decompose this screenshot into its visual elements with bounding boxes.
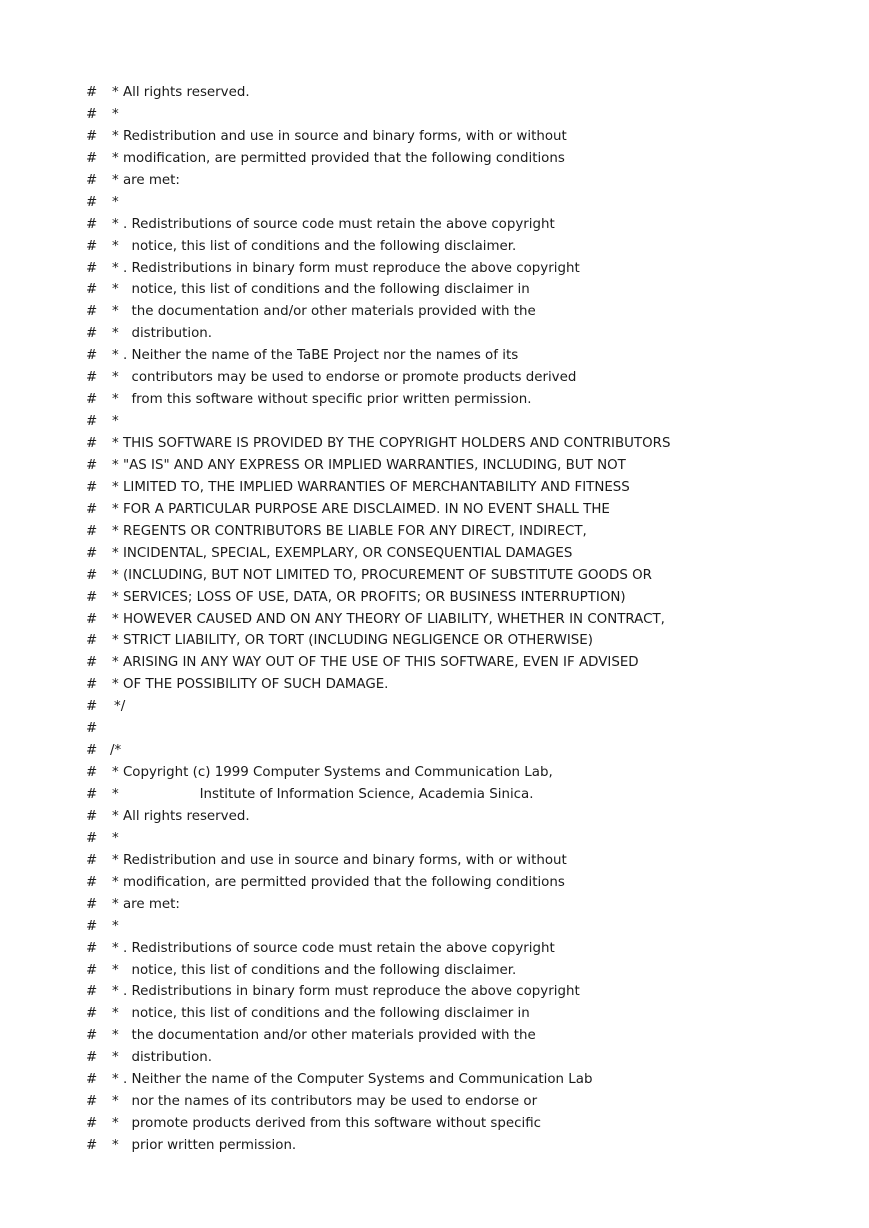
text-line xyxy=(86,1069,846,1091)
text-line xyxy=(86,477,846,499)
comment-hash: # xyxy=(86,457,98,473)
line-text: * "AS IS" AND ANY EXPRESS OR IMPLIED WARRANTIES, INCLUDING, BUT NOT xyxy=(112,457,626,473)
text-line xyxy=(86,916,846,938)
text-line xyxy=(86,279,846,301)
line-text: * SERVICES; LOSS OF USE, DATA, OR PROFITS; OR BUSINESS INTERRUPTION) xyxy=(112,589,626,605)
text-line xyxy=(86,609,846,631)
comment-hash: # xyxy=(86,194,98,210)
comment-hash: # xyxy=(86,106,98,122)
line-text: * distribution. xyxy=(112,326,213,342)
comment-hash: # xyxy=(86,479,98,495)
comment-hash: # xyxy=(86,545,98,561)
comment-hash: # xyxy=(86,1116,98,1132)
line-text: * . Redistributions in binary form must reproduce the above copyright xyxy=(112,984,580,1000)
line-text: * are met: xyxy=(112,896,180,912)
line-text: * xyxy=(112,106,119,122)
text-line xyxy=(86,850,846,872)
comment-hash: # xyxy=(86,282,98,298)
line-text: * notice, this list of conditions and the following disclaimer in xyxy=(112,282,530,298)
line-text: * prior written permission. xyxy=(112,1138,297,1153)
line-text: * REGENTS OR CONTRIBUTORS BE LIABLE FOR ANY DIRECT, INDIRECT, xyxy=(112,523,587,539)
comment-hash: # xyxy=(86,1072,98,1088)
line-text: * FOR A PARTICULAR PURPOSE ARE DISCLAIMED. IN NO EVENT SHALL THE xyxy=(112,501,610,517)
text-line xyxy=(86,587,846,609)
line-text: * . Redistributions of source code must retain the above copyright xyxy=(112,216,555,232)
text-line xyxy=(86,872,846,894)
text-line xyxy=(86,828,846,850)
text-line xyxy=(86,784,846,806)
comment-hash: # xyxy=(86,896,98,912)
comment-hash: # xyxy=(86,1050,98,1066)
text-line xyxy=(86,762,846,784)
line-text: * (INCLUDING, BUT NOT LIMITED TO, PROCUREMENT OF SUBSTITUTE GOODS OR xyxy=(112,567,652,583)
comment-hash: # xyxy=(86,787,98,802)
text-line xyxy=(86,960,846,982)
comment-hash: # xyxy=(86,984,98,1000)
text-line xyxy=(86,148,846,170)
comment-hash: # xyxy=(86,765,98,781)
comment-hash: # xyxy=(86,216,98,232)
line-text: * xyxy=(112,830,119,846)
text-line xyxy=(86,521,846,543)
text-line xyxy=(86,104,846,126)
line-text: * STRICT LIABILITY, OR TORT (INCLUDING NEGLIGENCE OR OTHERWISE) xyxy=(112,633,593,649)
text-line xyxy=(86,455,846,477)
comment-hash: # xyxy=(86,326,98,342)
line-text: */ xyxy=(114,699,126,715)
license-text-block xyxy=(86,82,846,1157)
comment-hash: # xyxy=(86,1138,98,1153)
line-text: /* xyxy=(110,743,122,759)
text-line xyxy=(86,1135,846,1157)
comment-hash: # xyxy=(86,962,98,978)
comment-hash: # xyxy=(86,523,98,539)
comment-hash: # xyxy=(86,808,98,824)
text-line xyxy=(86,1091,846,1113)
text-line xyxy=(86,499,846,521)
line-text: * xyxy=(112,194,119,210)
comment-hash: # xyxy=(86,611,98,627)
text-line xyxy=(86,981,846,1003)
comment-hash: # xyxy=(86,260,98,276)
line-text: * notice, this list of conditions and the following disclaimer. xyxy=(112,962,517,978)
comment-hash: # xyxy=(86,589,98,605)
text-line xyxy=(86,1025,846,1047)
line-text: * THIS SOFTWARE IS PROVIDED BY THE COPYRIGHT HOLDERS AND CONTRIBUTORS xyxy=(112,436,671,451)
text-line xyxy=(86,236,846,258)
comment-hash: # xyxy=(86,501,98,517)
comment-hash: # xyxy=(86,918,98,934)
comment-hash: # xyxy=(86,85,98,100)
line-text: * modification, are permitted provided that the following conditions xyxy=(112,150,565,166)
text-line xyxy=(86,543,846,565)
line-text: * . Neither the name of the Computer Systems and Communication Lab xyxy=(112,1072,593,1088)
text-line xyxy=(86,565,846,587)
text-line xyxy=(86,433,846,455)
line-text: * xyxy=(112,414,119,430)
line-text: * nor the names of its contributors may be used to endorse or xyxy=(112,1094,538,1110)
line-text: * the documentation and/or other materials provided with the xyxy=(112,1028,536,1044)
line-text: * . Redistributions of source code must retain the above copyright xyxy=(112,940,555,956)
line-text: * notice, this list of conditions and the following disclaimer. xyxy=(112,238,517,254)
line-text: * Redistribution and use in source and binary forms, with or without xyxy=(112,852,567,868)
text-line xyxy=(86,82,846,104)
line-text: * the documentation and/or other materials provided with the xyxy=(112,304,536,320)
text-line xyxy=(86,170,846,192)
comment-hash: # xyxy=(86,414,98,430)
text-line xyxy=(86,938,846,960)
text-line xyxy=(86,258,846,280)
line-text: * INCIDENTAL, SPECIAL, EXEMPLARY, OR CONSEQUENTIAL DAMAGES xyxy=(112,545,573,561)
comment-hash: # xyxy=(86,633,98,649)
text-line xyxy=(86,1003,846,1025)
text-line xyxy=(86,696,846,718)
line-text: * All rights reserved. xyxy=(112,808,250,824)
comment-hash: # xyxy=(86,655,98,671)
line-text: * . Neither the name of the TaBE Project nor the names of its xyxy=(112,348,519,364)
line-text: * promote products derived from this software without specific xyxy=(112,1116,542,1132)
comment-hash: # xyxy=(86,852,98,868)
text-line xyxy=(86,718,846,740)
line-text: * are met: xyxy=(112,172,180,188)
comment-hash: # xyxy=(86,392,98,408)
line-text: * from this software without specific prior written permission. xyxy=(112,392,532,408)
comment-hash: # xyxy=(86,567,98,583)
line-text: * HOWEVER CAUSED AND ON ANY THEORY OF LIABILITY, WHETHER IN CONTRACT, xyxy=(112,611,665,627)
comment-hash: # xyxy=(86,238,98,254)
text-line xyxy=(86,126,846,148)
comment-hash: # xyxy=(86,743,98,759)
comment-hash: # xyxy=(86,874,98,890)
comment-hash: # xyxy=(86,1094,98,1110)
text-line xyxy=(86,630,846,652)
comment-hash: # xyxy=(86,699,98,715)
text-line xyxy=(86,367,846,389)
comment-hash: # xyxy=(86,677,98,693)
line-text: * . Redistributions in binary form must reproduce the above copyright xyxy=(112,260,580,276)
line-text: * Redistribution and use in source and binary forms, with or without xyxy=(112,128,567,144)
text-line xyxy=(86,894,846,916)
line-text: * LIMITED TO, THE IMPLIED WARRANTIES OF MERCHANTABILITY AND FITNESS xyxy=(112,479,630,495)
text-line xyxy=(86,806,846,828)
line-text: * contributors may be used to endorse or promote products derived xyxy=(112,370,577,386)
text-line xyxy=(86,1047,846,1069)
comment-hash: # xyxy=(86,940,98,956)
line-text: * notice, this list of conditions and the following disclaimer in xyxy=(112,1006,530,1022)
comment-hash: # xyxy=(86,1006,98,1022)
comment-hash: # xyxy=(86,1028,98,1044)
comment-hash: # xyxy=(86,348,98,364)
text-line xyxy=(86,389,846,411)
comment-hash: # xyxy=(86,172,98,188)
text-line xyxy=(86,1113,846,1135)
line-text: * All rights reserved. xyxy=(112,85,250,100)
comment-hash: # xyxy=(86,304,98,320)
text-line xyxy=(86,740,846,762)
line-text: * Institute of Information Science, Academia Sinica. xyxy=(112,787,534,802)
line-text: * OF THE POSSIBILITY OF SUCH DAMAGE. xyxy=(112,677,389,693)
comment-hash: # xyxy=(86,128,98,144)
text-line xyxy=(86,674,846,696)
text-line xyxy=(86,345,846,367)
line-text: * distribution. xyxy=(112,1050,213,1066)
line-text: * modification, are permitted provided that the following conditions xyxy=(112,874,565,890)
line-text: * xyxy=(112,918,119,934)
line-text: * ARISING IN ANY WAY OUT OF THE USE OF THIS SOFTWARE, EVEN IF ADVISED xyxy=(112,655,639,671)
text-line xyxy=(86,192,846,214)
comment-hash: # xyxy=(86,830,98,846)
text-line xyxy=(86,214,846,236)
comment-hash: # xyxy=(86,150,98,166)
text-line xyxy=(86,301,846,323)
text-line xyxy=(86,652,846,674)
text-line xyxy=(86,323,846,345)
comment-hash: # xyxy=(86,436,98,451)
comment-hash: # xyxy=(86,370,98,386)
comment-hash: # xyxy=(86,721,98,737)
text-line xyxy=(86,411,846,433)
line-text: * Copyright (c) 1999 Computer Systems and Communication Lab, xyxy=(112,765,553,781)
